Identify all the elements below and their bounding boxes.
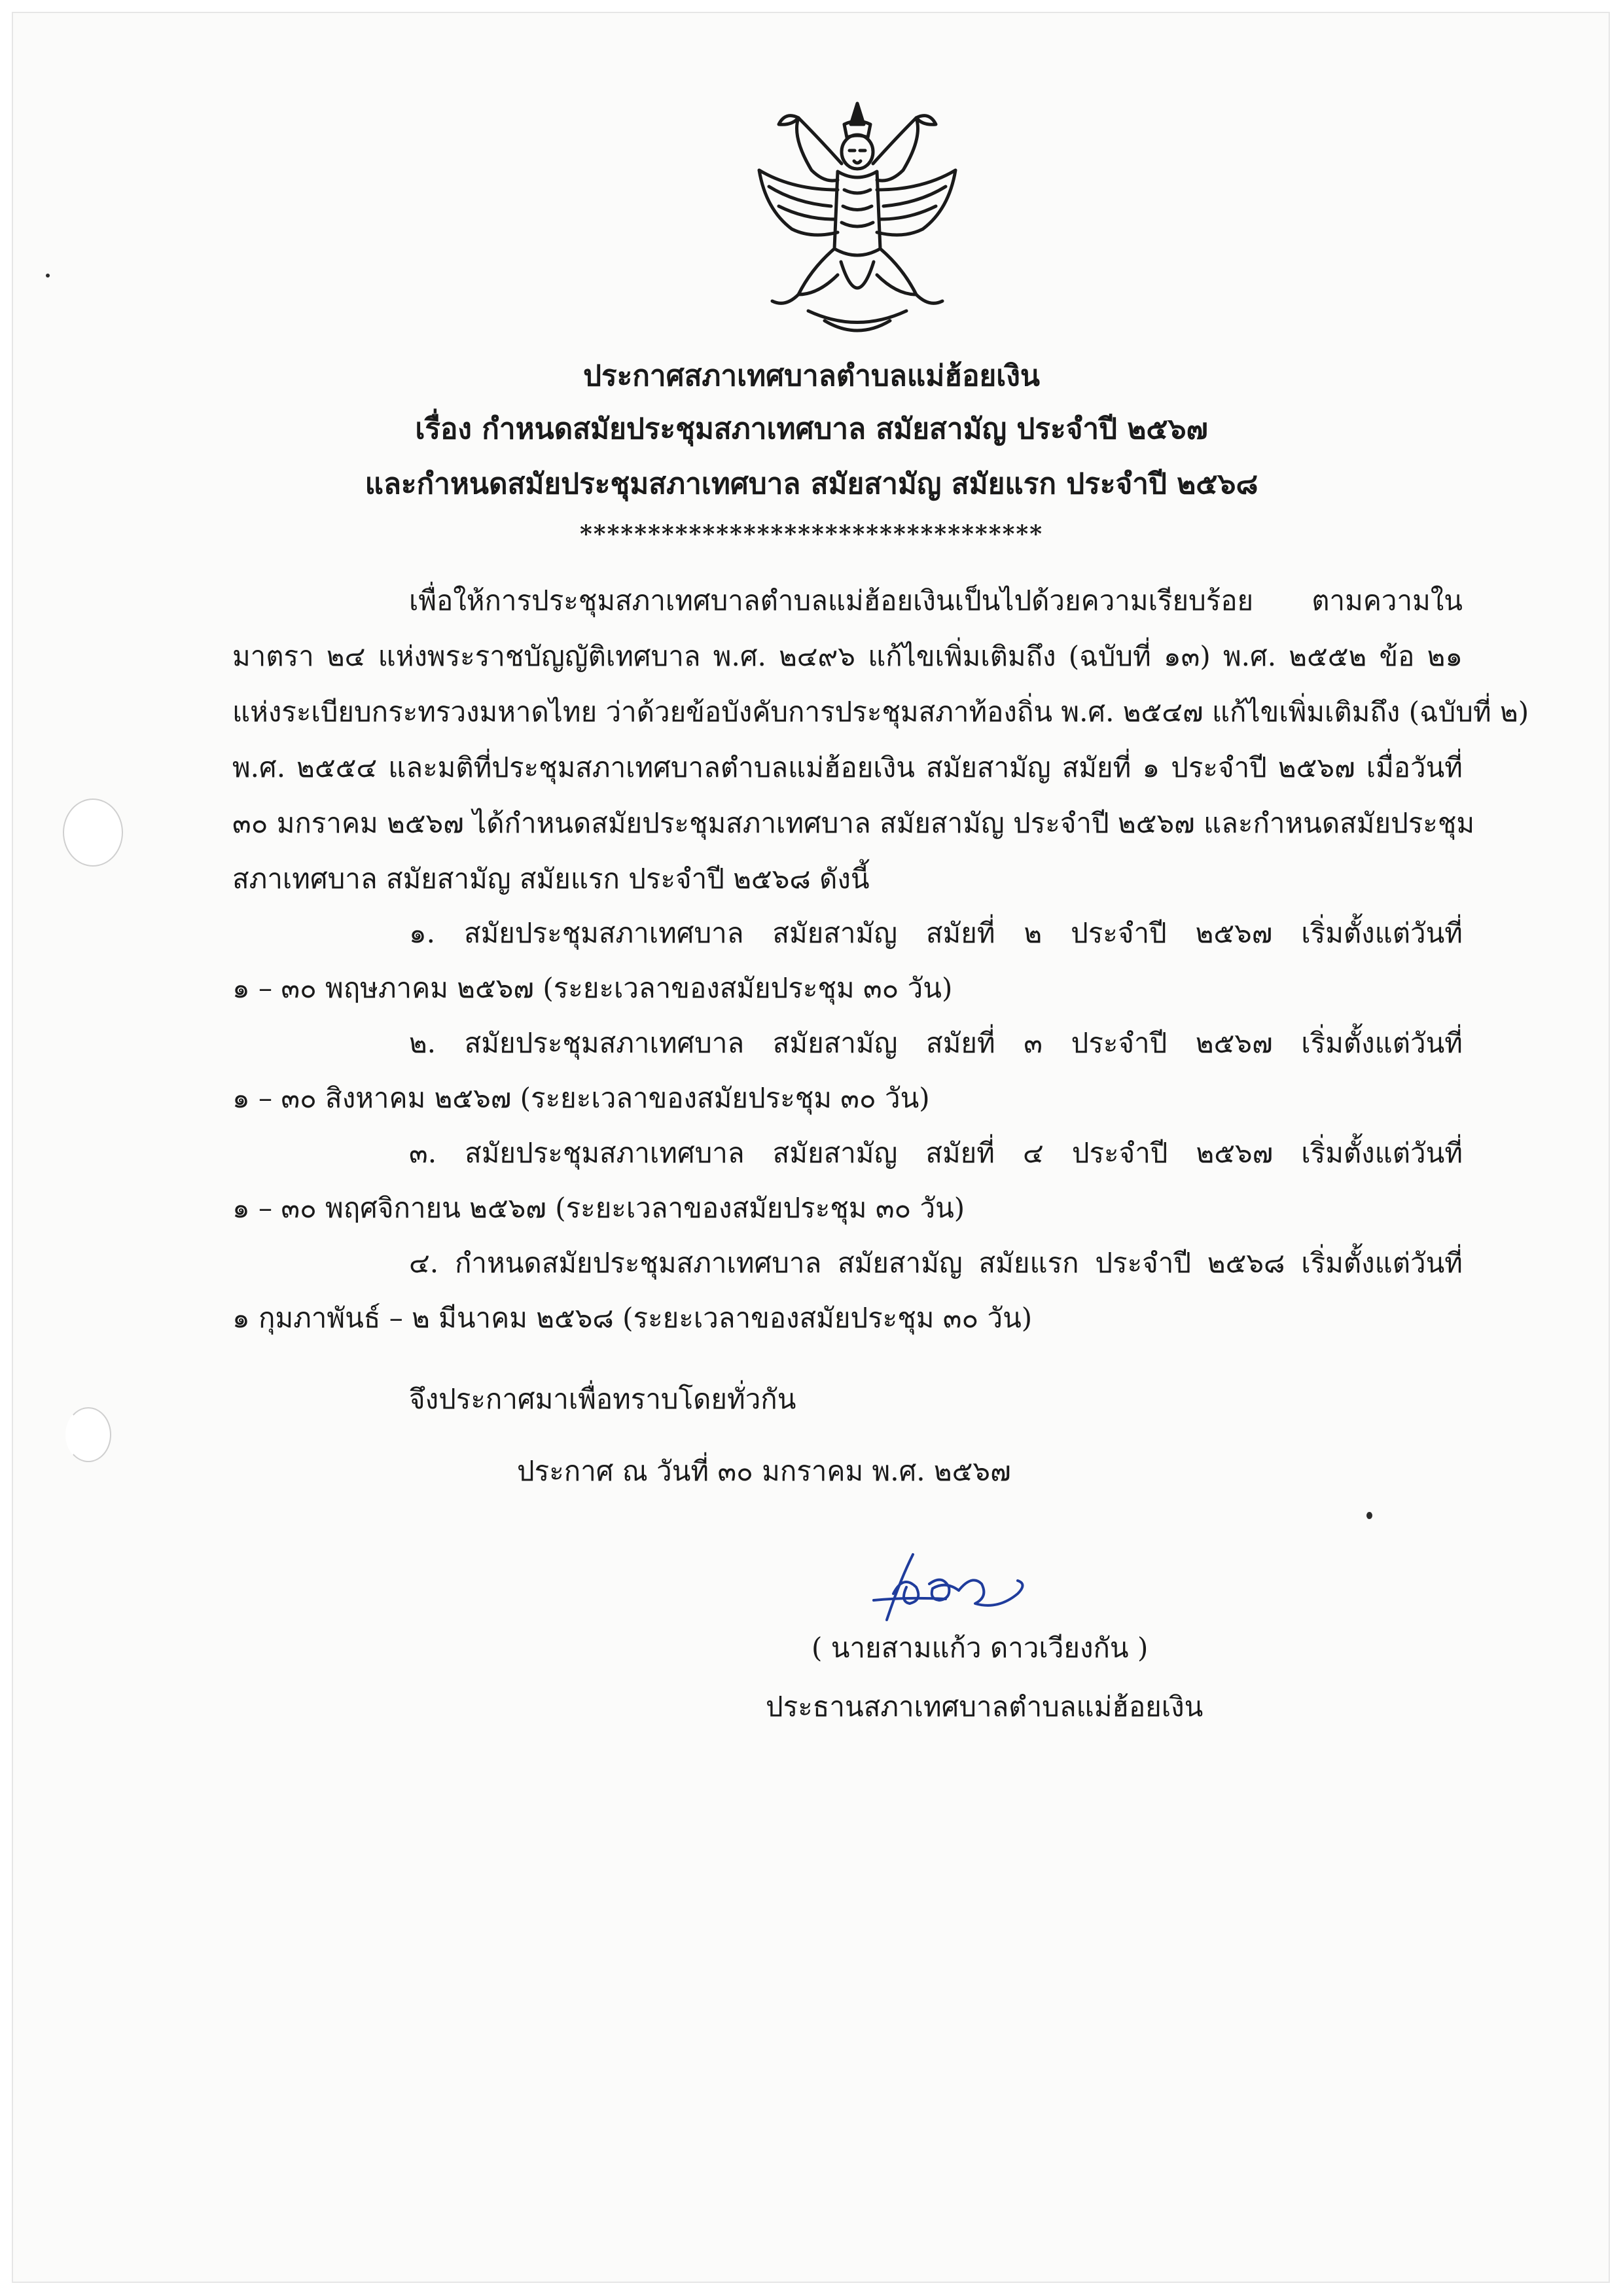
item-2-line-2: ๑ – ๓๐ สิงหาคม ๒๕๖๗ (ระยะเวลาของสมัยประชุม ๓๐ วัน) (232, 1082, 930, 1114)
punch-hole (63, 798, 123, 867)
item-3-line-2: ๑ – ๓๐ พฤศจิกายน ๒๕๖๗ (ระยะเวลาของสมัยประชุม ๓๐ วัน) (232, 1192, 965, 1224)
signatory-name: ( นายสามแก้ว ดาวเวียงกัน ) (812, 1632, 1149, 1664)
announcement-date: ประกาศ ณ วันที่ ๓๐ มกราคม พ.ศ. ๒๕๖๗ (517, 1455, 1011, 1487)
item-1-line-1: ๑. สมัยประชุมสภาเทศบาล สมัยสามัญ สมัยที่ ๒ ประจำปี ๒๕๖๗ เริ่มตั้งแต่วันที่ (409, 917, 1463, 949)
signatory-position: ประธานสภาเทศบาลตำบลแม่ฮ้อยเงิน (766, 1691, 1204, 1723)
scan-speck (46, 274, 50, 278)
closing-statement: จึงประกาศมาเพื่อทราบโดยทั่วกัน (409, 1383, 796, 1415)
item-4-line-1: ๔. กำหนดสมัยประชุมสภาเทศบาล สมัยสามัญ สมัยแรก ประจำปี ๒๕๖๘ เริ่มตั้งแต่วันที่ (409, 1247, 1463, 1279)
item-4-line-2: ๑ กุมภาพันธ์ – ๒ มีนาคม ๒๕๖๘ (ระยะเวลาของสมัยประชุม ๓๐ วัน) (232, 1302, 1033, 1334)
notice-subject-continued: และกำหนดสมัยประชุมสภาเทศบาล สมัยสามัญ สมัยแรก ประจำปี ๒๕๖๘ (365, 467, 1258, 501)
item-3-line-1: ๓. สมัยประชุมสภาเทศบาล สมัยสามัญ สมัยที่ ๔ ประจำปี ๒๕๖๗ เริ่มตั้งแต่วันที่ (409, 1137, 1463, 1169)
scan-speck (1366, 1512, 1372, 1519)
item-1-line-2: ๑ – ๓๐ พฤษภาคม ๒๕๖๗ (ระยะเวลาของสมัยประชุม ๓๐ วัน) (232, 972, 953, 1004)
intro-line-2: มาตรา ๒๔ แห่งพระราชบัญญัติเทศบาล พ.ศ. ๒๔๙๖ แก้ไขเพิ่มเติมถึง (ฉบับที่ ๑๓) พ.ศ. ๒๕๕๒ ข้อ ๒๑ (232, 640, 1463, 672)
notice-subject: เรื่อง กำหนดสมัยประชุมสภาเทศบาล สมัยสามัญ ประจำปี ๒๕๖๗ (415, 412, 1208, 446)
intro-line-5: ๓๐ มกราคม ๒๕๖๗ ได้กำหนดสมัยประชุมสภาเทศบาล สมัยสามัญ ประจำปี ๒๕๖๗ และกำหนดสมัยประชุม (232, 807, 1475, 839)
item-2-line-1: ๒. สมัยประชุมสภาเทศบาล สมัยสามัญ สมัยที่ ๓ ประจำปี ๒๕๖๗ เริ่มตั้งแต่วันที่ (409, 1027, 1463, 1059)
title-separator: ********************************** (579, 520, 1044, 548)
intro-line-6: สภาเทศบาล สมัยสามัญ สมัยแรก ประจำปี ๒๕๖๘ ดังนี้ (232, 863, 870, 895)
notice-title: ประกาศสภาเทศบาลตำบลแม่ฮ้อยเงิน (583, 359, 1040, 393)
garuda-emblem-icon (746, 98, 969, 347)
signature (867, 1548, 1037, 1626)
intro-line-3: แห่งระเบียบกระทรวงมหาดไทย ว่าด้วยข้อบังคับการประชุมสภาท้องถิ่น พ.ศ. ๒๕๔๗ แก้ไขเพิ่มเติมถึง (ฉบับที่ ๒) (232, 696, 1529, 728)
intro-line-1: เพื่อให้การประชุมสภาเทศบาลตำบลแม่ฮ้อยเงินเป็นไปด้วยความเรียบร้อย ตามความใน (409, 584, 1463, 617)
punch-hole (65, 1407, 111, 1462)
intro-line-4: พ.ศ. ๒๕๕๔ และมติที่ประชุมสภาเทศบาลตำบลแม่ฮ้อยเงิน สมัยสามัญ สมัยที่ ๑ ประจำปี ๒๕๖๗ เมื่อวันที่ (232, 751, 1463, 783)
